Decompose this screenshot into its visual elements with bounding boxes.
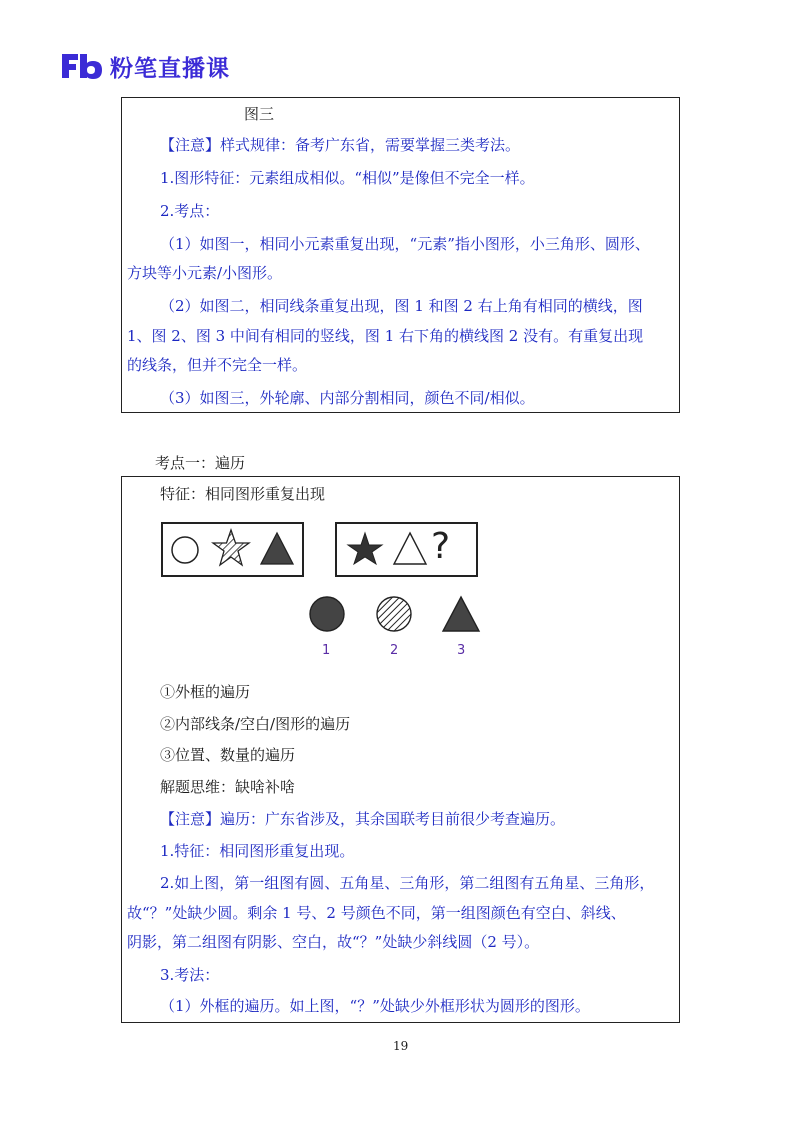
brand-name: 粉笔直播课 <box>110 55 230 82</box>
item-1-line-b: 方块等小元素/小图形。 <box>127 264 283 282</box>
note-tag-2: 【注意】 <box>160 810 221 828</box>
note-text-2: 遍历：广东省涉及，其余国联考目前很少考查遍历。 <box>220 810 566 828</box>
filled-star-icon <box>348 533 382 564</box>
item-3: （3）如图三，外轮廓、内部分割相同，颜色不同/相似。 <box>160 389 535 407</box>
figure-caption: 图三 <box>244 105 275 123</box>
question-mark: ? <box>431 526 451 567</box>
option-2-label: 2 <box>390 643 399 658</box>
note-tag: 【注意】 <box>160 136 221 154</box>
group-1-shapes <box>163 524 302 575</box>
note-paragraph-2 <box>160 810 565 828</box>
option-3-shape <box>443 597 479 631</box>
item-2-line-b: 1、图 2、图 3 中间有相同的竖线，图 1 右下角的横线图 2 没有。有重复出现 <box>127 327 644 345</box>
thinking-line: 解题思维：缺啥补啥 <box>160 778 296 796</box>
hatched-star-icon <box>213 530 249 565</box>
note-text: 样式规律：备考广东省，需要掌握三类考法。 <box>220 136 521 154</box>
para-2-line-b: 故“？”处缺少圆。剩余 1 号、2 号颜色不同，第一组图颜色有空白、斜线、 <box>127 904 626 922</box>
option-1-shape <box>310 597 344 631</box>
list-item-3: ③位置、数量的遍历 <box>160 746 296 764</box>
para-2-line-a: 2.如上图，第一组图有圆、五角星、三角形，第二组图有五角星、三角形， <box>160 874 655 892</box>
circle-icon <box>172 537 198 563</box>
figure-group-2 <box>335 522 478 577</box>
para-1: 1.特征：相同图形重复出现。 <box>160 842 355 860</box>
option-2-shape <box>377 597 411 631</box>
para-3: 3.考法： <box>160 966 220 984</box>
brand-logo <box>58 48 230 84</box>
point-1: 1.图形特征：元素组成相似。“相似”是像但不完全一样。 <box>160 169 535 187</box>
note-paragraph <box>160 136 520 154</box>
para-2-line-c: 阴影，第二组图有阴影、空白，故“？”处缺少斜线圆（2 号）。 <box>127 933 540 951</box>
hollow-triangle-icon <box>394 533 426 564</box>
fb-logo-icon <box>58 50 106 82</box>
list-item-1: ①外框的遍历 <box>160 683 251 701</box>
answer-options <box>300 590 490 640</box>
feature-line: 特征：相同图形重复出现 <box>160 485 326 503</box>
point-2: 2.考点： <box>160 202 220 220</box>
section-title: 考点一：遍历 <box>155 454 246 472</box>
list-item-2: ②内部线条/空白/图形的遍历 <box>160 715 351 733</box>
filled-triangle-icon <box>261 533 293 564</box>
group-2-shapes <box>337 524 476 575</box>
option-1-label: 1 <box>322 643 331 658</box>
item-2-line-c: 的线条，但并不完全一样。 <box>127 356 308 374</box>
para-3-item-1: （1）外框的遍历。如上图，“？”处缺少外框形状为圆形的图形。 <box>160 997 590 1015</box>
page-number: 19 <box>393 1039 409 1053</box>
figure-group-1 <box>161 522 304 577</box>
item-1-line-a: （1）如图一，相同小元素重复出现，“元素”指小图形，小三角形、圆形、 <box>160 235 650 253</box>
option-3-label: 3 <box>457 643 466 658</box>
item-2-line-a: （2）如图二，相同线条重复出现，图 1 和图 2 右上角有相同的横线，图 <box>160 297 643 315</box>
